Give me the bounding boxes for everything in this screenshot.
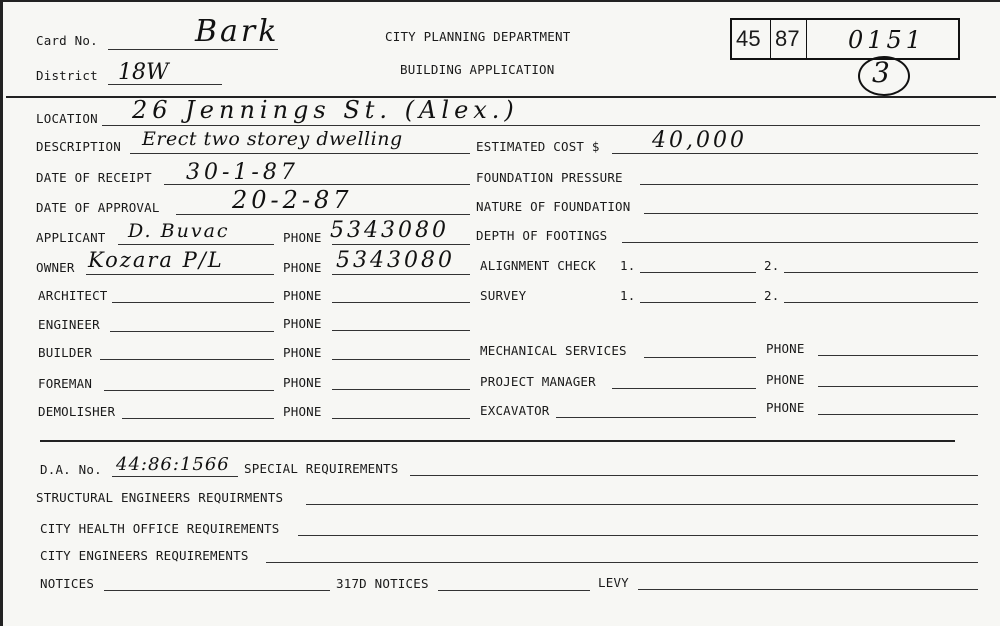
- project-manager-phone-line: [818, 386, 978, 387]
- special-requirements-label: SPECIAL REQUIREMENTS: [244, 461, 399, 476]
- owner-phone-line: [332, 274, 470, 275]
- card-left-edge: [0, 0, 3, 626]
- alignment-one-label: 1.: [620, 258, 636, 273]
- nature-foundation-line: [644, 213, 978, 214]
- location-label: LOCATION: [36, 111, 98, 126]
- alignment-two-label: 2.: [764, 258, 780, 273]
- survey-label: SURVEY: [480, 288, 527, 303]
- date-approval-label: DATE OF APPROVAL: [36, 200, 160, 215]
- description-line: [130, 153, 470, 154]
- demolisher-line: [122, 418, 274, 419]
- structural-requirements-line: [306, 504, 978, 505]
- alignment-one-line: [640, 272, 756, 273]
- city-engineers-label: CITY ENGINEERS REQUIREMENTS: [40, 548, 249, 563]
- project-manager-label: PROJECT MANAGER: [480, 374, 596, 389]
- district-value: 18W: [118, 60, 169, 85]
- location-line: [102, 125, 980, 126]
- mechanical-phone-line: [818, 355, 978, 356]
- survey-one-label: 1.: [620, 288, 636, 303]
- da-number-line: [112, 476, 238, 477]
- owner-line: [86, 274, 274, 275]
- owner-phone-value: 5343080: [336, 248, 455, 273]
- project-manager-line: [612, 388, 756, 389]
- foreman-line: [104, 390, 274, 391]
- ref-part-3: 0151: [848, 26, 926, 54]
- card-no-value: Bark: [195, 14, 280, 49]
- survey-two-label: 2.: [764, 288, 780, 303]
- applicant-phone-value: 5343080: [330, 218, 449, 243]
- owner-value: Kozara P/L: [88, 248, 224, 272]
- builder-label: BUILDER: [38, 345, 93, 360]
- ref-divider-2: [806, 20, 807, 58]
- description-value: Erect two storey dwelling: [142, 128, 403, 150]
- notices-317d-line: [438, 590, 590, 591]
- ref-part-1: 45: [736, 26, 761, 51]
- health-office-line: [298, 535, 978, 536]
- circled-number: 3: [872, 56, 890, 89]
- structural-requirements-label: STRUCTURAL ENGINEERS REQUIRMENTS: [36, 490, 284, 505]
- estimated-cost-value: 40,000: [652, 128, 747, 153]
- excavator-phone-label: PHONE: [766, 400, 805, 415]
- mechanical-line: [644, 357, 756, 358]
- excavator-label: EXCAVATOR: [480, 403, 550, 418]
- card-no-line: [108, 49, 278, 50]
- engineer-phone-line: [332, 330, 470, 331]
- description-label: DESCRIPTION: [36, 139, 121, 154]
- card-top-edge: [0, 0, 1000, 2]
- survey-two-line: [784, 302, 978, 303]
- estimated-cost-label: ESTIMATED COST $: [476, 139, 600, 154]
- department-title: CITY PLANNING DEPARTMENT: [385, 29, 571, 44]
- builder-line: [100, 359, 274, 360]
- ref-divider-1: [770, 20, 771, 58]
- ref-part-2: 87: [775, 26, 800, 51]
- date-approval-line: [176, 214, 470, 215]
- foundation-pressure-label: FOUNDATION PRESSURE: [476, 170, 623, 185]
- date-receipt-value: 30-1-87: [186, 160, 299, 185]
- mechanical-phone-label: PHONE: [766, 341, 805, 356]
- demolisher-phone-label: PHONE: [283, 404, 322, 419]
- da-number-label: D.A. No.: [40, 462, 102, 477]
- special-requirements-line: [410, 475, 978, 476]
- district-label: District: [36, 68, 98, 83]
- survey-one-line: [640, 302, 756, 303]
- applicant-line: [118, 244, 274, 245]
- alignment-check-label: ALIGNMENT CHECK: [480, 258, 596, 273]
- project-manager-phone-label: PHONE: [766, 372, 805, 387]
- levy-line: [638, 589, 978, 590]
- da-number-value: 44:86:1566: [116, 454, 230, 475]
- form-title: BUILDING APPLICATION: [400, 62, 555, 77]
- health-office-label: CITY HEALTH OFFICE REQUIREMENTS: [40, 521, 280, 536]
- architect-label: ARCHITECT: [38, 288, 108, 303]
- architect-line: [112, 302, 274, 303]
- card-no-label: Card No.: [36, 33, 98, 48]
- foreman-label: FOREMAN: [38, 376, 93, 391]
- engineer-line: [110, 331, 274, 332]
- architect-phone-label: PHONE: [283, 288, 322, 303]
- builder-phone-label: PHONE: [283, 345, 322, 360]
- notices-line: [104, 590, 330, 591]
- alignment-two-line: [784, 272, 978, 273]
- architect-phone-line: [332, 302, 470, 303]
- date-approval-value: 20-2-87: [232, 186, 353, 214]
- demolisher-phone-line: [332, 418, 470, 419]
- engineer-phone-label: PHONE: [283, 316, 322, 331]
- depth-footings-line: [622, 242, 978, 243]
- excavator-line: [556, 417, 756, 418]
- owner-phone-label: PHONE: [283, 260, 322, 275]
- notices-label: NOTICES: [40, 576, 95, 591]
- applicant-phone-label: PHONE: [283, 230, 322, 245]
- notices-317d-label: 317D NOTICES: [336, 576, 429, 591]
- applicant-label: APPLICANT: [36, 230, 106, 245]
- depth-footings-label: DEPTH OF FOOTINGS: [476, 228, 608, 243]
- levy-label: LEVY: [598, 575, 629, 590]
- owner-label: OWNER: [36, 260, 75, 275]
- city-engineers-line: [266, 562, 978, 563]
- estimated-cost-line: [612, 153, 978, 154]
- builder-phone-line: [332, 359, 470, 360]
- engineer-label: ENGINEER: [38, 317, 100, 332]
- reference-number-box: [730, 18, 960, 60]
- nature-foundation-label: NATURE OF FOUNDATION: [476, 199, 631, 214]
- excavator-phone-line: [818, 414, 978, 415]
- foundation-pressure-line: [640, 184, 978, 185]
- applicant-phone-line: [332, 244, 470, 245]
- foreman-phone-line: [332, 389, 470, 390]
- foreman-phone-label: PHONE: [283, 375, 322, 390]
- demolisher-label: DEMOLISHER: [38, 404, 116, 419]
- location-value: 26 Jennings St. (Alex.): [132, 96, 519, 124]
- applicant-value: D. Buvac: [128, 220, 230, 242]
- mechanical-label: MECHANICAL SERVICES: [480, 343, 627, 358]
- date-receipt-label: DATE OF RECEIPT: [36, 170, 152, 185]
- section-separator: [40, 440, 955, 442]
